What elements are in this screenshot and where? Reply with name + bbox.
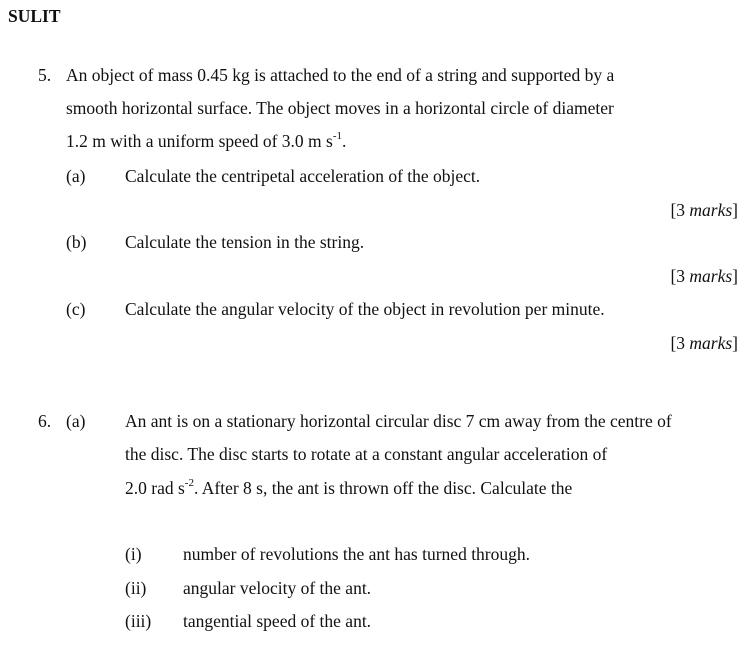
superscript: -1	[332, 130, 343, 143]
marks-label: [3 marks]	[670, 266, 738, 286]
page-header-sulit: SULIT	[8, 6, 61, 26]
item-label: (iii)	[125, 611, 152, 631]
part-label: (a)	[66, 411, 86, 431]
part-label: (c)	[66, 299, 86, 319]
question-text-line: the disc. The disc starts to rotate at a constant angular acceleration of	[125, 444, 608, 464]
question-text-line: smooth horizontal surface. The object moves in a horizontal circle of diameter	[66, 98, 614, 118]
part-text: Calculate the tension in the string.	[125, 232, 365, 252]
item-label: (i)	[125, 544, 142, 564]
part-text: Calculate the centripetal acceleration of the object.	[125, 166, 481, 186]
item-text: number of revolutions the ant has turned through.	[183, 544, 531, 564]
part-text: Calculate the angular velocity of the object in revolution per minute.	[125, 299, 605, 319]
question-number: 5.	[38, 65, 52, 85]
item-label: (ii)	[125, 578, 147, 598]
question-text-line: An object of mass 0.45 kg is attached to the end of a string and supported by a	[66, 65, 615, 85]
superscript: -2	[184, 477, 194, 490]
part-label: (a)	[66, 166, 86, 186]
item-text: angular velocity of the ant.	[183, 578, 372, 598]
marks-label: [3 marks]	[670, 333, 738, 353]
marks-label: [3 marks]	[670, 200, 738, 220]
part-label: (b)	[66, 232, 87, 252]
item-text: tangential speed of the ant.	[183, 611, 372, 631]
question-number: 6.	[38, 411, 52, 431]
question-text-line: 2.0 rad $s^{-2}$. After 8 s, the ant is thrown off the disc. Calculate the	[125, 477, 573, 498]
question-text-line: 1.2 m with a uniform speed of 3.0 m $s^{-1}$.	[66, 130, 347, 151]
question-text-line: An ant is on a stationary horizontal circular disc 7 cm away from the centre of	[125, 411, 672, 431]
